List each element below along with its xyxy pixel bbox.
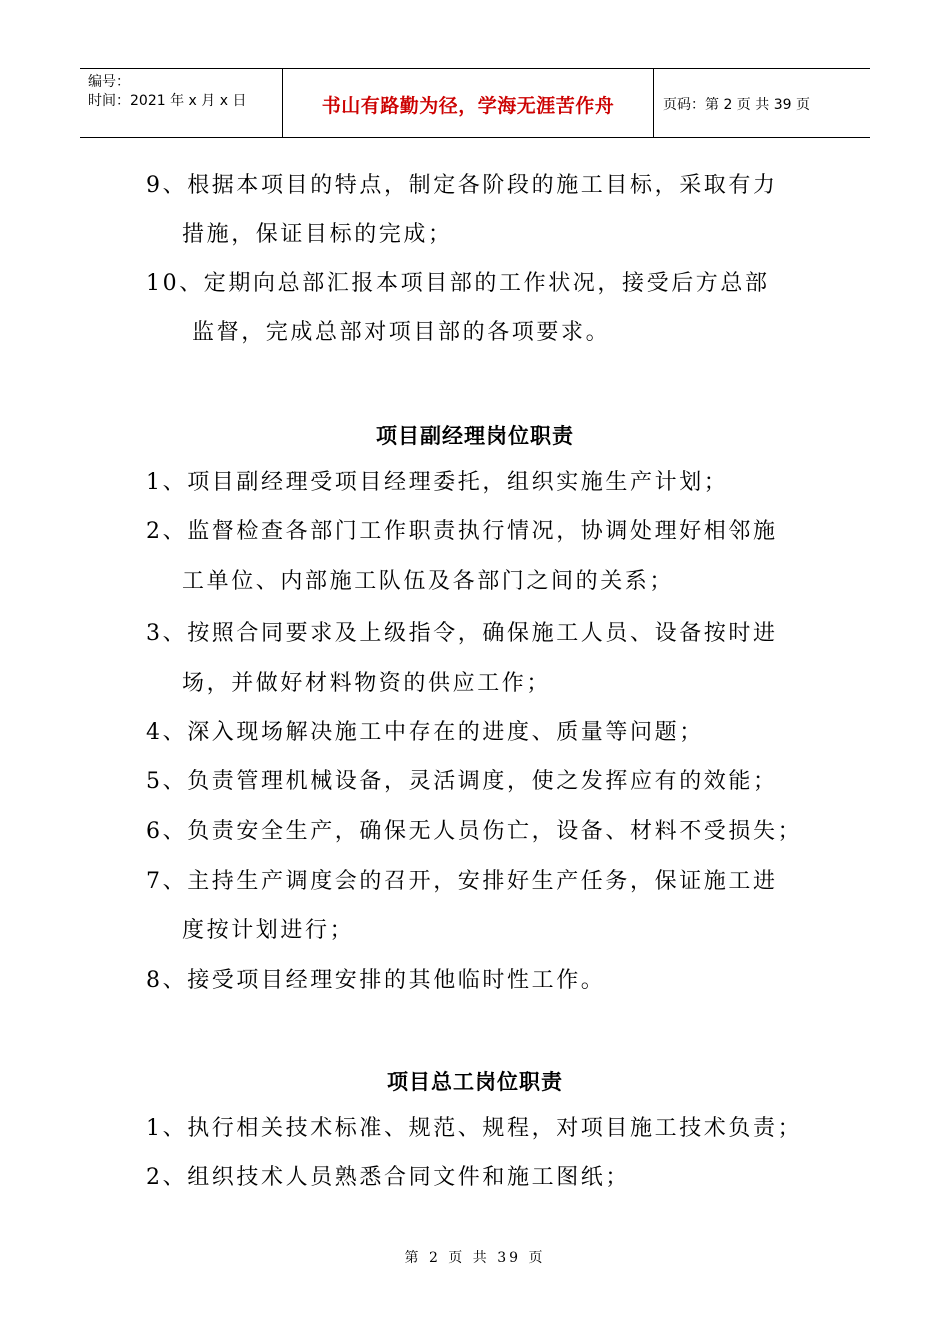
deputy-duty-6: 6、负责安全生产，确保无人员伤亡，设备、材料不受损失； xyxy=(146,819,803,844)
document-number-label: 编号： xyxy=(88,74,130,90)
deputy-duty-4: 4、深入现场解决施工中存在的进度、质量等问题； xyxy=(146,720,704,745)
deputy-duty-5: 5、负责管理机械设备，灵活调度，使之发挥应有的效能； xyxy=(146,769,778,794)
document-header xyxy=(80,68,870,138)
deputy-duty-7: 7、主持生产调度会的召开，安排好生产任务，保证施工进 xyxy=(146,869,778,894)
page-footer: 第 2 页 共 39 页 xyxy=(404,1250,546,1266)
header-motto-cell xyxy=(282,69,654,137)
engineer-duty-1: 1、执行相关技术标准、规范、规程，对项目施工技术负责； xyxy=(146,1116,803,1141)
duty-item-10-cont: 监督，完成总部对项目部的各项要求。 xyxy=(192,320,611,345)
header-page-info: 页码：第 2 页 共 39 页 xyxy=(663,97,810,113)
deputy-duty-2-cont: 工单位、内部施工队伍及各部门之间的关系； xyxy=(182,569,675,594)
deputy-duty-8: 8、接受项目经理安排的其他临时性工作。 xyxy=(146,968,606,993)
deputy-duty-2: 2、监督检查各部门工作职责执行情况，协调处理好相邻施 xyxy=(146,519,778,544)
header-motto: 书山有路勤为径，学海无涯苦作舟 xyxy=(321,95,615,117)
header-page-cell xyxy=(653,69,870,137)
section-title-chief-engineer: 项目总工岗位职责 xyxy=(387,1069,563,1094)
deputy-duty-3: 3、按照合同要求及上级指令，确保施工人员、设备按时进 xyxy=(146,621,778,646)
document-date: 时间：2021 年 x 月 x 日 xyxy=(88,93,247,109)
engineer-duty-2: 2、组织技术人员熟悉合同文件和施工图纸； xyxy=(146,1165,630,1190)
deputy-duty-3-cont: 场，并做好材料物资的供应工作； xyxy=(182,671,552,696)
deputy-duty-7-cont: 度按计划进行； xyxy=(182,918,355,943)
deputy-duty-1: 1、项目副经理受项目经理委托，组织实施生产计划； xyxy=(146,470,729,495)
duty-item-9-cont: 措施，保证目标的完成； xyxy=(182,222,453,247)
header-meta-cell xyxy=(80,69,282,137)
duty-item-9: 9、根据本项目的特点，制定各阶段的施工目标，采取有力 xyxy=(146,173,778,198)
section-title-deputy-manager: 项目副经理岗位职责 xyxy=(376,423,574,448)
duty-item-10: 10、定期向总部汇报本项目部的工作状况，接受后方总部 xyxy=(146,271,770,296)
